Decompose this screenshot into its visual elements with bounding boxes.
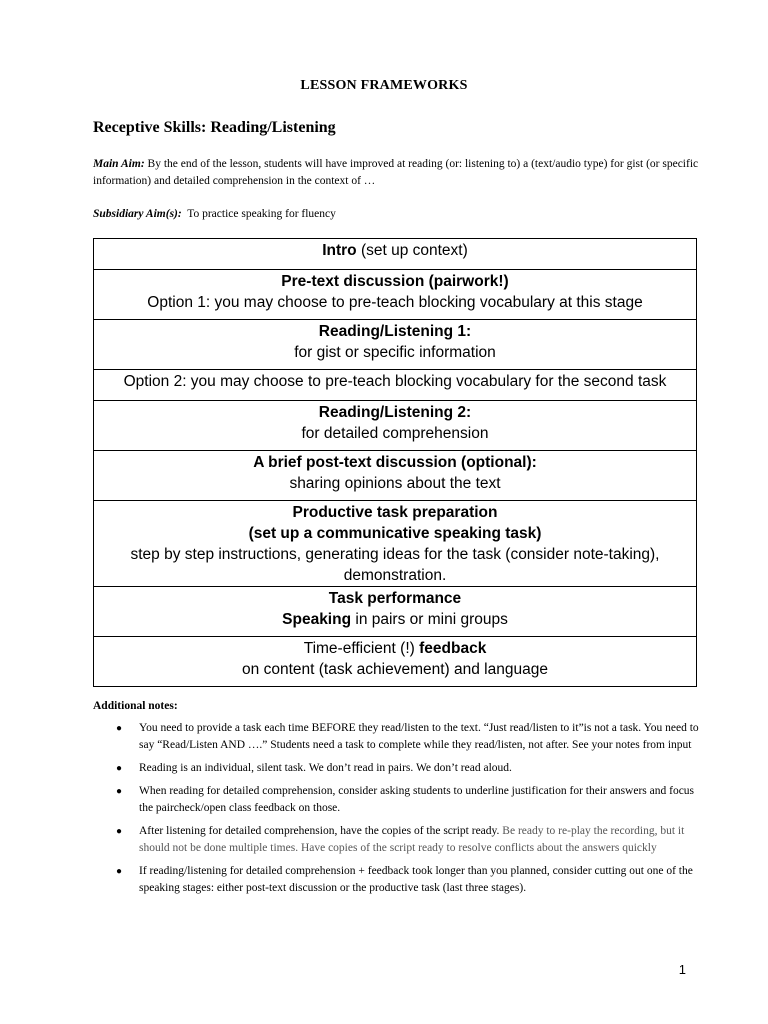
- list-item: [93, 760, 705, 777]
- stage-cell: [94, 370, 697, 401]
- stage-desc: on content (task achievement) and language: [242, 661, 548, 678]
- bullet-icon: ●: [116, 723, 123, 734]
- stage-desc: Option 1: you may choose to pre-teach blocking vocabulary at this stage: [147, 294, 643, 311]
- stage-cell: [94, 320, 697, 370]
- note-text: After listening for detailed comprehension, have the copies of the script ready.: [139, 825, 500, 837]
- note-text: When reading for detailed comprehension, consider asking students to underline justification for their answers and focus the paircheck/open class feedback on those.: [139, 785, 695, 814]
- note-text: Reading is an individual, silent task. We don’t read in pairs. We don’t read aloud.: [139, 762, 512, 774]
- stage-desc: sharing opinions about the text: [289, 475, 501, 492]
- bullet-icon: ●: [116, 786, 123, 797]
- stage-cell: [94, 451, 697, 501]
- stage-desc: Option 2: you may choose to pre-teach blocking vocabulary for the second task: [123, 373, 667, 390]
- stage-title: Pre-text discussion (pairwork!): [281, 273, 509, 290]
- stage-desc: for detailed comprehension: [301, 425, 489, 442]
- lesson-stages-table: [93, 238, 697, 687]
- stage-subtitle: (set up a communicative speaking task): [248, 525, 542, 542]
- main-aim-label: Main Aim:: [93, 158, 145, 170]
- list-item: [93, 783, 705, 817]
- note-text: If reading/listening for detailed comprehension + feedback took longer than you planned, consider cutting out one of the speaking stages: either post-text discussion or the productive task (last three stages).: [139, 865, 693, 894]
- stage-keyword: feedback: [419, 640, 487, 657]
- stage-cell: [94, 587, 697, 637]
- stage-desc: (set up context): [356, 242, 468, 259]
- stage-row-reading-listening-2: [94, 401, 697, 451]
- stage-cell: [94, 501, 697, 587]
- main-aim: [93, 156, 705, 190]
- subsidiary-aim-text: To practice speaking for fluency: [181, 208, 336, 220]
- stage-cell: [94, 401, 697, 451]
- bullet-icon: ●: [116, 866, 123, 877]
- stage-row-reading-listening-1: [94, 320, 697, 370]
- stage-title-line: [98, 638, 692, 659]
- bullet-icon: ●: [116, 826, 123, 837]
- stage-keyword: Speaking: [282, 611, 352, 628]
- bullet-icon: ●: [116, 763, 123, 774]
- stage-desc-line: [98, 609, 692, 630]
- stage-row-option-2: [94, 370, 697, 401]
- subsidiary-aim-label: Subsidiary Aim(s):: [93, 208, 182, 220]
- stage-prefix: Time-efficient (!): [303, 640, 420, 657]
- stage-row-post-text-discussion: [94, 451, 697, 501]
- stage-cell: [94, 637, 697, 687]
- list-item: [93, 863, 705, 897]
- stage-desc: in pairs or mini groups: [351, 611, 508, 628]
- main-aim-text: By the end of the lesson, students will have improved at reading (or: listening to) a (text/audio type) for gist (or specific information) and detailed comprehension in the context of …: [93, 158, 699, 187]
- stage-title: Reading/Listening 1:: [318, 323, 472, 340]
- stage-row-feedback: [94, 637, 697, 687]
- stage-row-productive-task-preparation: [94, 501, 697, 587]
- stage-row-pre-text-discussion: [94, 270, 697, 320]
- page-number: 1: [678, 962, 686, 977]
- stage-title: Productive task preparation: [292, 504, 498, 521]
- stage-title: Intro: [322, 242, 357, 259]
- notes-heading: Additional notes:: [93, 700, 178, 712]
- list-item: [93, 823, 705, 857]
- stage-row-intro: [94, 239, 697, 270]
- page-title: LESSON FRAMEWORKS: [300, 78, 468, 93]
- note-text-muted: Be ready to re-play the recording, but it should not be done multiple times. Have copies of the script ready to resolve conflicts about the answers quickly: [139, 825, 685, 854]
- stage-desc: step by step instructions, generating ideas for the task (consider note-taking), demonstration.: [130, 546, 660, 584]
- stage-row-task-performance: [94, 587, 697, 637]
- stage-title: A brief post-text discussion (optional):: [253, 454, 537, 471]
- note-text: You need to provide a task each time BEFORE they read/listen to the text. “Just read/listen to it”is not a task. You need to say “Read/Listen AND ….” Students need a task to complete while they read/listen, not after. See your notes from input: [139, 722, 699, 751]
- stage-desc: for gist or specific information: [294, 344, 496, 361]
- notes-list: [93, 720, 705, 903]
- section-heading: Receptive Skills: Reading/Listening: [93, 119, 336, 136]
- list-item: [93, 720, 705, 754]
- stage-cell: [94, 239, 697, 270]
- stage-title: Task performance: [328, 590, 462, 607]
- stage-cell: [94, 270, 697, 320]
- stage-title: Reading/Listening 2:: [318, 404, 472, 421]
- subsidiary-aim: [93, 206, 705, 223]
